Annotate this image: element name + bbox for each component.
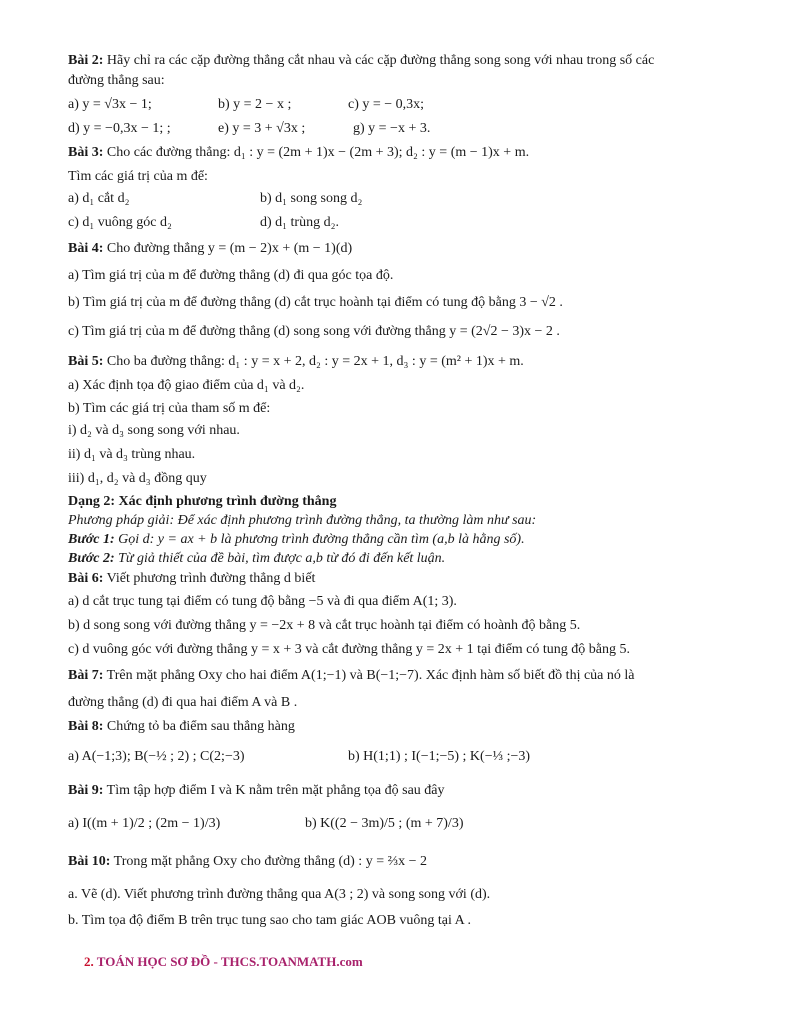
exercise-heading: Dạng 2: Xác định phương trình đường thẳng — [68, 494, 337, 509]
exercise-heading: Bài 7: — [68, 668, 104, 683]
line-text: a) d cắt trục tung tại điểm có tung độ bằng −5 và đi qua điểm A(1; 3). — [68, 594, 457, 609]
option-item: b) d₁ song song d₂ — [260, 191, 363, 206]
line-text: ii) d₁ và d₃ trùng nhau. — [68, 447, 196, 462]
line-text: Cho ba đường thẳng: d₁ : y = x + 2, d₂ : y = 2x + 1, d₃ : y = (m² + 1)x + m. — [103, 354, 524, 369]
method-text: Phương pháp giải: Để xác định phương trình đường thẳng, ta thường làm như sau: — [68, 513, 537, 528]
line-text: a. Vẽ (d). Viết phương trình đường thẳng qua A(3 ; 2) và song song với (d). — [68, 887, 491, 902]
text-line — [68, 782, 445, 800]
text-line — [68, 144, 529, 162]
text-line — [68, 550, 445, 568]
option-item: d) d₁ trùng d₂. — [260, 215, 339, 230]
text-line — [68, 470, 207, 488]
footer-label: TOÁN HỌC SƠ ĐỒ - THCS.TOANMATH.com — [93, 954, 363, 969]
text-line — [68, 718, 295, 736]
line-text: a) Xác định tọa độ giao điểm của d₁ và d₂. — [68, 378, 305, 393]
step-heading: Bước 1: — [68, 532, 115, 547]
line-text: đường thẳng (d) đi qua hai điểm A và B . — [68, 695, 298, 710]
exercise-heading: Bài 10: — [68, 854, 111, 869]
text-line — [68, 323, 560, 341]
option-item: b) H(1;1) ; I(−1;−5) ; K(−⅓ ;−3) — [348, 749, 531, 764]
text-line — [68, 446, 195, 464]
text-line — [68, 400, 270, 418]
page-number: 2. — [84, 954, 94, 969]
line-text: c) d vuông góc với đường thẳng y = x + 3 và cắt đường thẳng y = 2x + 1 tại điểm có tung độ bằng 5. — [68, 642, 630, 657]
option-item: b) y = 2 − x ; — [218, 97, 292, 112]
text-line — [68, 531, 525, 549]
method-text: Từ giả thiết của đề bài, tìm được a,b từ đó đi đến kết luận. — [114, 551, 446, 566]
line-text: b) Tìm giá trị của m để đường thẳng (d) cắt trục hoành tại điểm có tung độ bằng 3 − √2 . — [68, 295, 563, 310]
step-heading: Bước 2: — [68, 551, 115, 566]
text-line — [68, 641, 630, 659]
text-line — [68, 912, 471, 930]
line-text: b) d song song với đường thẳng y = −2x + 8 và cắt trục hoành tại điểm có hoành độ bằng 5. — [68, 618, 581, 633]
text-line — [68, 353, 524, 371]
text-line — [68, 570, 315, 588]
text-line — [68, 294, 563, 312]
text-line — [68, 886, 490, 904]
text-line — [68, 377, 304, 395]
text-line — [68, 853, 427, 871]
option-item: b) K((2 − 3m)/5 ; (m + 7)/3) — [305, 816, 464, 831]
option-item: c) y = − 0,3x; — [348, 97, 425, 112]
option-item: a) I((m + 1)/2 ; (2m − 1)/3) — [68, 816, 221, 831]
line-text: b) Tìm các giá trị của tham số m để: — [68, 401, 271, 416]
line-text: Tìm tập hợp điểm I và K nằm trên mặt phẳng tọa độ sau đây — [103, 783, 445, 798]
text-line — [68, 593, 457, 611]
text-line — [68, 617, 580, 635]
page-footer — [84, 954, 363, 970]
line-text: Cho các đường thẳng: d₁ : y = (2m + 1)x − (2m + 3); d₂ : y = (m − 1)x + m. — [103, 145, 530, 160]
method-text: Gọi d: y = ax + b là phương trình đường thẳng cần tìm (a,b là hằng số). — [114, 532, 525, 547]
line-text: Trong mặt phẳng Oxy cho đường thẳng (d) : y = ⅔x − 2 — [110, 854, 427, 869]
line-text: Trên mặt phẳng Oxy cho hai điểm A(1;−1) và B(−1;−7). Xác định hàm số biết đồ thị của nó là — [103, 668, 635, 683]
option-item: a) d₁ cắt d₂ — [68, 191, 130, 206]
option-item: a) y = √3x − 1; — [68, 97, 152, 112]
text-line — [68, 422, 240, 440]
text-line — [68, 512, 536, 530]
exercise-heading: Bài 3: — [68, 145, 104, 160]
line-text: Viết phương trình đường thẳng d biết — [103, 571, 316, 586]
line-text: b. Tìm tọa độ điểm B trên trục tung sao cho tam giác AOB vuông tại A . — [68, 913, 471, 928]
line-text: i) d₂ và d₃ song song với nhau. — [68, 423, 240, 438]
exercise-heading: Bài 4: — [68, 241, 104, 256]
exercise-heading: Bài 5: — [68, 354, 104, 369]
text-line — [68, 667, 635, 685]
line-text: Hãy chỉ ra các cặp đường thẳng cắt nhau và các cặp đường thẳng song song với nhau trong số các — [103, 53, 655, 68]
exercise-heading: Bài 8: — [68, 719, 104, 734]
text-line — [68, 72, 165, 90]
option-item: e) y = 3 + √3x ; — [218, 121, 306, 136]
text-line — [68, 168, 208, 186]
line-text: a) Tìm giá trị của m để đường thẳng (d) đi qua góc tọa độ. — [68, 268, 394, 283]
line-text: iii) d₁, d₂ và d₃ đồng quy — [68, 471, 207, 486]
line-text: c) Tìm giá trị của m để đường thẳng (d) song song với đường thẳng y = (2√2 − 3)x − 2 . — [68, 324, 560, 339]
option-item: g) y = −x + 3. — [353, 121, 431, 136]
option-item: c) d₁ vuông góc d₂ — [68, 215, 172, 230]
text-line — [68, 493, 336, 511]
option-item: a) A(−1;3); B(−½ ; 2) ; C(2;−3) — [68, 749, 245, 764]
exercise-heading: Bài 9: — [68, 783, 104, 798]
line-text: Chứng tỏ ba điểm sau thẳng hàng — [103, 719, 295, 734]
text-line — [68, 267, 393, 285]
line-text: Tìm các giá trị của m để: — [68, 169, 208, 184]
option-item: d) y = −0,3x − 1; ; — [68, 121, 171, 136]
line-text: đường thẳng sau: — [68, 73, 165, 88]
line-text: Cho đường thẳng y = (m − 2)x + (m − 1)(d) — [103, 241, 353, 256]
text-line — [68, 240, 352, 258]
exercise-heading: Bài 6: — [68, 571, 104, 586]
text-line — [68, 52, 654, 70]
exercise-heading: Bài 2: — [68, 53, 104, 68]
text-line — [68, 694, 297, 712]
